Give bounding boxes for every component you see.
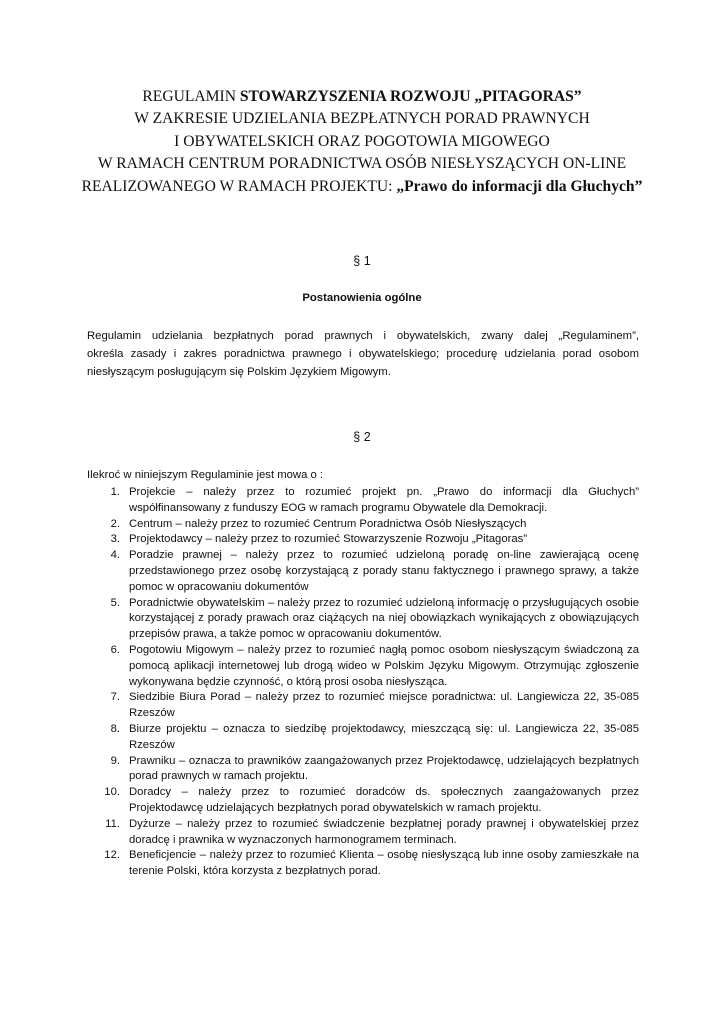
section-1-symbol: § 1: [353, 254, 371, 268]
list-item-text: Projekcie – należy przez to rozumieć projekt pn. „Prawo do informacji dla Głuchych” współfinansowany z funduszy EOG w ramach programu Obywatele dla Demokracji.: [129, 486, 639, 514]
list-item-number: 1.: [110, 486, 120, 498]
list-item-number: 9.: [110, 754, 120, 767]
list-item-number: 8.: [110, 722, 120, 735]
title-line-1-prefix: REGULAMIN: [142, 88, 240, 105]
title-line-4: W RAMACH CENTRUM PORADNICTWA OSÓB NIESŁYSZĄCYCH ON-LINE: [97, 155, 627, 173]
list-item: [87, 817, 639, 849]
list-item-text: Siedzibie Biura Porad – należy przez to rozumieć miejsce poradnictwa: ul. Langiewicza 22, 35-085 Rzeszów: [129, 691, 639, 720]
section-2-intro: Ilekroć w niniejszym Regulaminie jest mowa o :: [87, 469, 324, 481]
document-title: [60, 86, 664, 198]
list-item: [87, 548, 639, 595]
list-item: [87, 517, 639, 533]
list-item-number: 10.: [104, 786, 120, 799]
title-line-3: I OBYWATELSKICH ORAZ POGOTOWIA MIGOWEGO: [174, 132, 550, 150]
list-item-number: 11.: [105, 817, 120, 830]
section-1-line: Regulamin udzielania bezpłatnych porad prawnych i obywatelskich, zwany dalej „Regulaminem”,: [87, 330, 639, 342]
list-item: [87, 596, 639, 643]
list-item: [87, 722, 639, 754]
list-item-number: 4.: [110, 549, 120, 562]
list-item: [87, 532, 639, 548]
section-2-symbol: § 2: [353, 430, 371, 444]
section-1-paragraph: [87, 327, 639, 381]
list-item-text: Dyżurze – należy przez to rozumieć świadczenie bezpłatnej porady prawnej i obywatelskiej przez doradcę i prawnika w wyznaczonych harmonogramem terminach.: [129, 817, 639, 846]
definitions-list: [87, 485, 639, 880]
list-item: [87, 785, 639, 817]
list-item-number: 2.: [110, 517, 120, 530]
list-item-text: Beneficjencie – należy przez to rozumieć Klienta – osobę niesłyszącą lub inne osoby zamieszkałe na terenie Polski, która korzysta z bezpłatnych porad.: [129, 849, 639, 878]
title-line-1-bold: STOWARZYSZENIA ROZWOJU „PITAGORAS”: [239, 88, 582, 105]
list-item: [87, 690, 639, 722]
section-1-line: niesłyszącym posługującym się Polskim Językiem Migowym.: [87, 366, 391, 378]
list-item-text: Poradzie prawnej – należy przez to rozumieć udzieloną poradę on-line zawierającą ocenę przedstawionego przez osobę korzystającą z porady stanu faktycznego i prawnego sprawy, a także pomoc w opracowaniu dokumentów: [129, 549, 639, 593]
list-item-number: 7.: [110, 691, 120, 704]
title-line-5: [60, 176, 664, 198]
title-line-5-prefix: REALIZOWANEGO W RAMACH PROJEKTU:: [81, 177, 397, 195]
title-line-5-bold: „Prawo do informacji dla Głuchych”: [396, 177, 643, 195]
list-item-text: Pogotowiu Migowym – należy przez to rozumieć nagłą pomoc osobom niesłyszącym świadczoną za pomocą aplikacji internetowej lub drogą wideo w Polskim Języku Migowym. Otrzymując zgłoszenie wykonywana będzie czynność, o którą prosi osoba niesłysząca.: [129, 643, 639, 688]
list-item: [87, 643, 639, 690]
list-item-text: Doradcy – należy przez to rozumieć doradców ds. społecznych zaangażowanych przez Projektodawcę udzielających bezpłatnych porad obywatelskich w ramach projektu.: [129, 786, 639, 814]
list-item-number: 5.: [110, 596, 120, 609]
section-1-heading: Postanowienia ogólne: [302, 292, 422, 304]
list-item: [87, 485, 639, 517]
list-item-number: 6.: [110, 643, 120, 656]
title-line-2: W ZAKRESIE UDZIELANIA BEZPŁATNYCH PORAD PRAWNYCH: [134, 110, 590, 128]
section-1-line: określa zasady i zakres poradnictwa prawnego i obywatelskiego; procedurę udzielania porad osobom: [87, 348, 639, 360]
list-item-text: Poradnictwie obywatelskim – należy przez to rozumieć udzieloną informację o przysługujących osobie korzystającej z porady prawach oraz ciążących na niej obowiązkach wynikających z obowiązujących przepisów prawa, a także pomoc w opracowaniu dokumentów.: [129, 596, 639, 641]
list-item: [87, 848, 639, 880]
list-item-text: Projektodawcy – należy przez to rozumieć Stowarzyszenie Rozwoju „Pitagoras”: [129, 533, 528, 546]
list-item-text: Centrum – należy przez to rozumieć Centrum Poradnictwa Osób Niesłyszących: [129, 517, 527, 530]
list-item-text: Biurze projektu – oznacza to siedzibę projektodawcy, mieszczącą się: ul. Langiewicza 22, 35-085 Rzeszów: [129, 722, 639, 751]
title-line-1: [60, 86, 664, 108]
list-item-text: Prawniku – oznacza to prawników zaangażowanych przez Projektodawcę, udzielających bezpłatnych porad prawnych w ramach projektu.: [129, 754, 639, 783]
list-item-number: 3.: [110, 533, 120, 546]
list-item-number: 12.: [104, 849, 120, 862]
list-item: [87, 754, 639, 786]
